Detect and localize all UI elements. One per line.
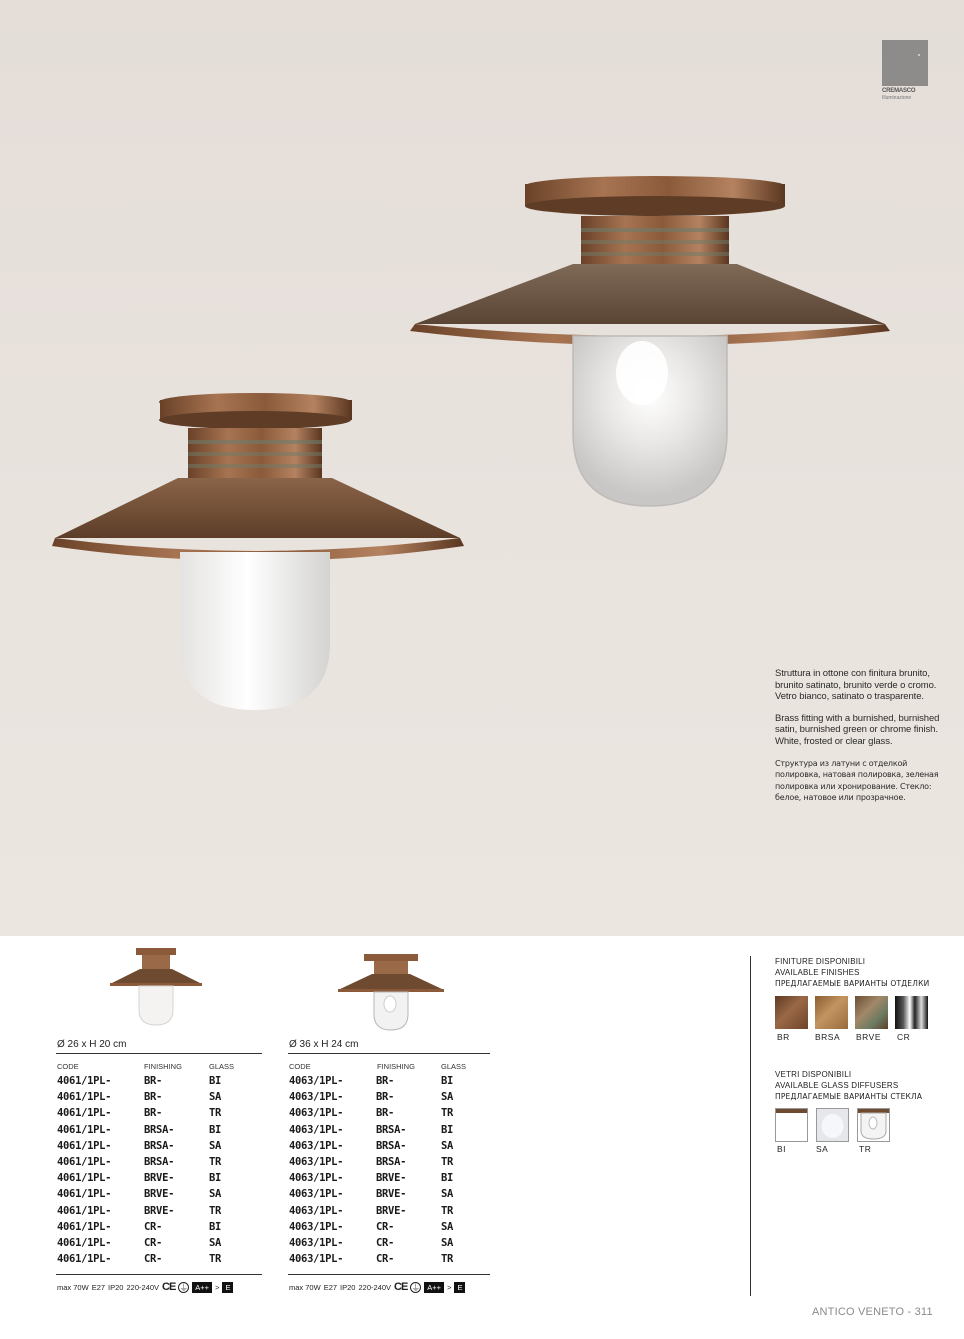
finishes-title-it: FINITURE DISPONIBILI xyxy=(775,957,866,966)
product-1-header-code: CODE xyxy=(57,1062,79,1071)
spec-socket: E27 xyxy=(323,1282,338,1292)
energy-class-separator: > xyxy=(215,1282,220,1292)
glass-label-sa: SA xyxy=(816,1144,829,1154)
finishing-cell: CR- xyxy=(376,1253,395,1266)
ce-mark-icon: CE xyxy=(394,1281,408,1293)
finish-label-brsa: BRSA xyxy=(815,1032,841,1042)
glass-cell: SA xyxy=(441,1236,454,1249)
finishing-cell: CR- xyxy=(144,1253,163,1266)
spec-ip: IP20 xyxy=(340,1282,356,1292)
glass-cell: TR xyxy=(209,1155,222,1168)
description-russian: Структура из латуни с отделкой полировка, натовая полировка, зеленая полировка или хронирование. Стекло: белое, натовое или прозрачное. xyxy=(775,758,939,803)
spec-socket: E27 xyxy=(91,1282,106,1292)
finishing-cell: BRVE- xyxy=(144,1204,175,1217)
table-row xyxy=(289,1235,481,1251)
glass-swatch-bi xyxy=(775,1108,808,1142)
finishing-cell: CR- xyxy=(144,1220,163,1233)
lamp-white-glass-image xyxy=(50,388,470,718)
code-cell: 4061/1PL- xyxy=(57,1155,112,1168)
product-1-rule xyxy=(56,1053,262,1054)
logo-name: CREMASCO xyxy=(882,88,916,94)
thumbnail-4061-image xyxy=(108,948,204,1028)
table-row xyxy=(57,1219,249,1235)
finishes-title-ru: ПРЕДЛАГАЕМЫЕ ВАРИАНТЫ ОТДЕЛКИ xyxy=(775,979,930,988)
spec-power: max 70W xyxy=(289,1282,321,1292)
finishing-cell: BR- xyxy=(144,1091,163,1104)
table-row xyxy=(57,1089,249,1105)
code-cell: 4061/1PL- xyxy=(57,1107,112,1120)
table-row xyxy=(289,1203,481,1219)
product-1-dimensions: Ø 26 x H 20 cm xyxy=(57,1039,127,1050)
code-cell: 4061/1PL- xyxy=(57,1188,112,1201)
glass-cell: BI xyxy=(209,1123,222,1136)
energy-class-low: E xyxy=(222,1282,233,1293)
finishing-cell: BRVE- xyxy=(144,1172,175,1185)
glass-cell: SA xyxy=(209,1236,222,1249)
product-2-rule-bottom xyxy=(288,1274,490,1275)
spec-voltage: 220-240V xyxy=(126,1282,160,1292)
finishing-cell: CR- xyxy=(376,1220,395,1233)
spec-voltage: 220-240V xyxy=(358,1282,392,1292)
finish-label-cr: CR xyxy=(897,1032,911,1042)
code-cell: 4063/1PL- xyxy=(289,1172,344,1185)
glass-cell: SA xyxy=(209,1188,222,1201)
code-cell: 4063/1PL- xyxy=(289,1091,344,1104)
glass-cell: TR xyxy=(209,1253,222,1266)
finishes-title-en: AVAILABLE FINISHES xyxy=(775,968,860,977)
earth-ground-icon xyxy=(410,1282,421,1293)
glasses-title-it: VETRI DISPONIBILI xyxy=(775,1070,852,1079)
code-cell: 4061/1PL- xyxy=(57,1220,112,1233)
table-row xyxy=(289,1219,481,1235)
finish-swatch-brve xyxy=(855,996,888,1029)
code-cell: 4061/1PL- xyxy=(57,1123,112,1136)
finishing-cell: BR- xyxy=(376,1091,395,1104)
table-row xyxy=(57,1235,249,1251)
ce-mark-icon: CE xyxy=(162,1281,176,1293)
glass-cell: BI xyxy=(441,1075,454,1087)
logo-subtitle: Illuminazione xyxy=(882,95,912,101)
glass-swatch-sa xyxy=(816,1108,849,1142)
table-row xyxy=(289,1170,481,1186)
finishing-cell: BR- xyxy=(376,1107,395,1120)
earth-ground-icon xyxy=(178,1282,189,1293)
finishing-cell: BRSA- xyxy=(144,1155,175,1168)
finishing-cell: BR- xyxy=(144,1107,163,1120)
product-2-header-code: CODE xyxy=(289,1062,311,1071)
table-row xyxy=(289,1122,481,1138)
product-2-header-finishing: FINISHING xyxy=(377,1062,415,1071)
description-italian: Struttura in ottone con finitura brunito, brunito satinato, brunito verde o cromo. Vetro bianco, satinato o trasparente. xyxy=(775,668,937,703)
spec-ip: IP20 xyxy=(108,1282,124,1292)
glass-swatch-tr xyxy=(857,1108,890,1142)
glass-label-tr: TR xyxy=(859,1144,872,1154)
finishing-cell: BRSA- xyxy=(376,1139,407,1152)
energy-class-high: A++ xyxy=(424,1282,444,1293)
finish-swatch-cr xyxy=(895,996,928,1029)
code-cell: 4063/1PL- xyxy=(289,1236,344,1249)
table-row xyxy=(289,1154,481,1170)
code-cell: 4063/1PL- xyxy=(289,1204,344,1217)
table-row xyxy=(57,1138,249,1154)
glasses-title-ru: ПРЕДЛАГАЕМЫЕ ВАРИАНТЫ СТЕКЛА xyxy=(775,1092,923,1101)
glass-cell: BI xyxy=(441,1172,454,1185)
table-row xyxy=(289,1138,481,1154)
code-cell: 4061/1PL- xyxy=(57,1139,112,1152)
code-cell: 4063/1PL- xyxy=(289,1155,344,1168)
product-2-specs xyxy=(289,1280,465,1294)
code-cell: 4061/1PL- xyxy=(57,1091,112,1104)
code-cell: 4061/1PL- xyxy=(57,1172,112,1185)
page-footer: ANTICO VENETO - 311 xyxy=(812,1306,933,1318)
glass-cell: SA xyxy=(441,1091,454,1104)
energy-class-separator: > xyxy=(447,1282,452,1292)
finishes-title xyxy=(775,956,929,989)
finishing-cell: BRSA- xyxy=(144,1123,175,1136)
finishing-cell: CR- xyxy=(144,1236,163,1249)
table-row xyxy=(289,1105,481,1121)
energy-class-high: A++ xyxy=(192,1282,212,1293)
glass-cell: BI xyxy=(209,1220,222,1233)
glass-cell: SA xyxy=(209,1139,222,1152)
code-cell: 4063/1PL- xyxy=(289,1188,344,1201)
table-row xyxy=(289,1186,481,1202)
code-cell: 4063/1PL- xyxy=(289,1075,344,1087)
table-row xyxy=(289,1089,481,1105)
finish-swatch-brsa xyxy=(815,996,848,1029)
table-row xyxy=(57,1251,249,1267)
table-row xyxy=(57,1105,249,1121)
product-2-dimensions: Ø 36 x H 24 cm xyxy=(289,1039,359,1050)
table-row xyxy=(57,1122,249,1138)
glasses-title-en: AVAILABLE GLASS DIFFUSERS xyxy=(775,1081,899,1090)
code-cell: 4061/1PL- xyxy=(57,1253,112,1266)
finishing-cell: CR- xyxy=(376,1236,395,1249)
product-1-code-table xyxy=(57,1073,249,1267)
table-row xyxy=(57,1073,249,1089)
lamp-clear-glass-image xyxy=(405,168,895,508)
code-cell: 4063/1PL- xyxy=(289,1123,344,1136)
glass-cell: SA xyxy=(209,1091,222,1104)
code-cell: 4063/1PL- xyxy=(289,1220,344,1233)
finish-label-br: BR xyxy=(777,1032,790,1042)
thumbnail-4063-image xyxy=(336,954,446,1034)
glass-cell: TR xyxy=(441,1253,454,1266)
brand-logo xyxy=(882,40,928,100)
logo-mark xyxy=(882,40,928,86)
finishing-cell: BRVE- xyxy=(376,1172,407,1185)
finishing-cell: BRVE- xyxy=(376,1188,407,1201)
product-2-header-glass: GLASS xyxy=(441,1062,467,1071)
product-1-header-glass: GLASS xyxy=(209,1062,235,1071)
finishing-cell: BR- xyxy=(376,1075,395,1087)
table-row xyxy=(57,1170,249,1186)
glass-cell: SA xyxy=(441,1139,454,1152)
code-cell: 4061/1PL- xyxy=(57,1075,112,1087)
glass-cell: TR xyxy=(209,1204,222,1217)
energy-class-low: E xyxy=(454,1282,465,1293)
finish-swatch-br xyxy=(775,996,808,1029)
code-cell: 4063/1PL- xyxy=(289,1139,344,1152)
finishing-cell: BRSA- xyxy=(376,1123,407,1136)
product-2-code-table xyxy=(289,1073,481,1267)
product-1-specs xyxy=(57,1280,233,1294)
table-row xyxy=(289,1073,481,1089)
product-1-rule-bottom xyxy=(56,1274,262,1275)
finishing-cell: BRVE- xyxy=(144,1188,175,1201)
glass-cell: BI xyxy=(441,1123,454,1136)
glass-cell: BI xyxy=(209,1172,222,1185)
glass-cell: TR xyxy=(209,1107,222,1120)
finishing-cell: BR- xyxy=(144,1075,163,1087)
finishing-cell: BRSA- xyxy=(376,1155,407,1168)
column-divider xyxy=(750,956,751,1296)
table-row xyxy=(289,1251,481,1267)
spec-power: max 70W xyxy=(57,1282,89,1292)
glass-cell: TR xyxy=(441,1204,454,1217)
glass-cell: TR xyxy=(441,1155,454,1168)
product-1-header-finishing: FINISHING xyxy=(144,1062,182,1071)
table-row xyxy=(57,1203,249,1219)
glass-cell: SA xyxy=(441,1188,454,1201)
glass-cell: TR xyxy=(441,1107,454,1120)
description-english: Brass fitting with a burnished, burnished satin, burnished green or chrome finish. White, frosted or clear glass. xyxy=(775,712,940,747)
code-cell: 4063/1PL- xyxy=(289,1107,344,1120)
finishing-cell: BRSA- xyxy=(144,1139,175,1152)
code-cell: 4063/1PL- xyxy=(289,1253,344,1266)
code-cell: 4061/1PL- xyxy=(57,1236,112,1249)
glass-cell: BI xyxy=(209,1075,222,1087)
finish-label-brve: BRVE xyxy=(856,1032,881,1042)
product-description xyxy=(775,668,950,814)
finishing-cell: BRVE- xyxy=(376,1204,407,1217)
glass-label-bi: BI xyxy=(777,1144,787,1154)
code-cell: 4061/1PL- xyxy=(57,1204,112,1217)
table-row xyxy=(57,1154,249,1170)
glass-cell: SA xyxy=(441,1220,454,1233)
glasses-title xyxy=(775,1069,922,1102)
product-2-rule xyxy=(288,1053,490,1054)
table-row xyxy=(57,1186,249,1202)
